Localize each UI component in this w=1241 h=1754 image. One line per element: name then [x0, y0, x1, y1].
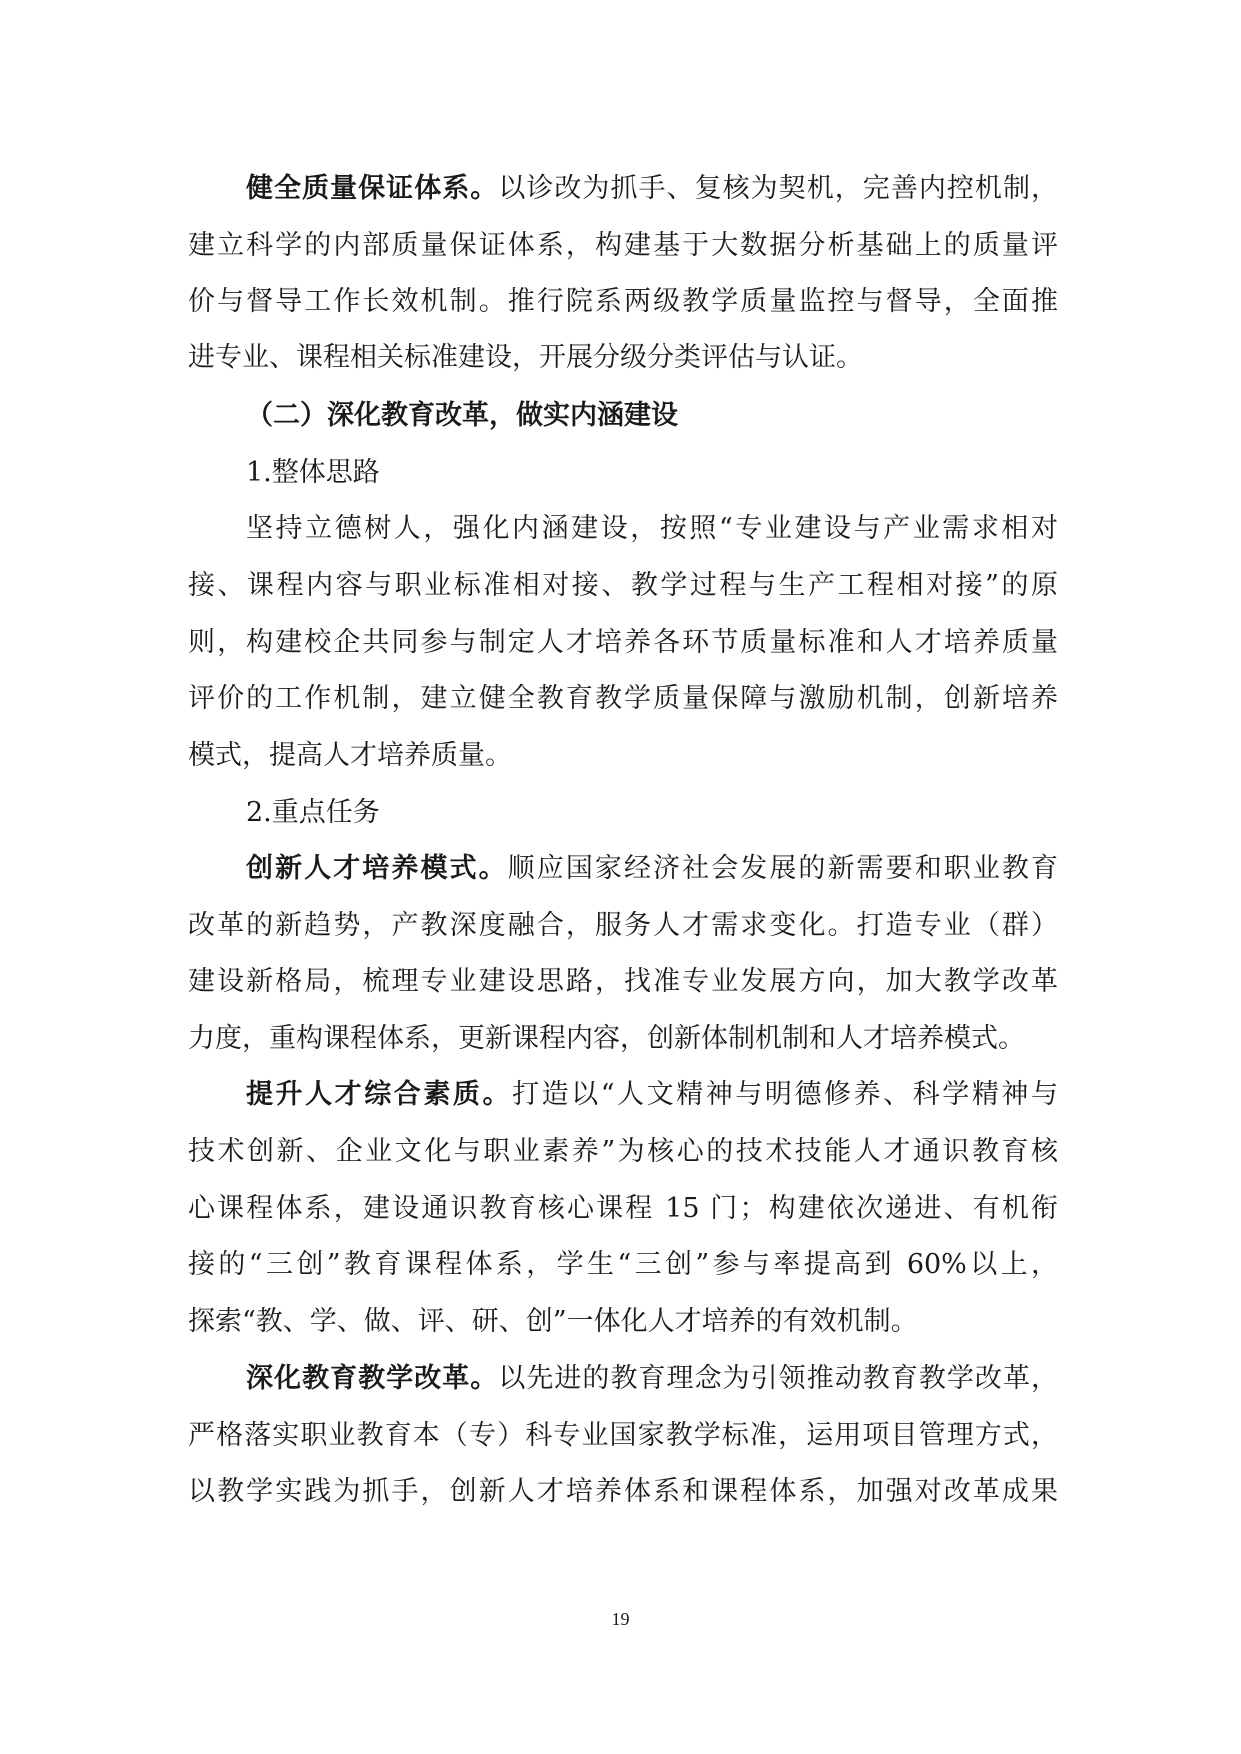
- para4-line5: 探索“教、学、做、评、研、创”一体化人才培养的有效机制。: [188, 1306, 918, 1337]
- section-heading: （二）深化教育改革，做实内涵建设: [246, 400, 678, 431]
- para5-line1: [246, 1359, 1058, 1399]
- para2-line5: 模式，提高人才培养质量。: [188, 740, 512, 771]
- para1-line1: [246, 169, 1058, 209]
- para3-line4: 力度，重构课程体系，更新课程内容，创新体制机制和人才培养模式。: [188, 1023, 1025, 1054]
- para2-line2: 接、课程内容与职业标准相对接、教学过程与生产工程相对接”的原: [188, 570, 1058, 601]
- para3-line1-text: 顺应国家经济社会发展的新需要和职业教育: [507, 853, 1058, 884]
- para5-line1-text: 以先进的教育理念为引领推动教育教学改革，: [498, 1363, 1058, 1394]
- para2-line1: 坚持立德树人，强化内涵建设，按照“专业建设与产业需求相对: [246, 513, 1058, 544]
- para4-line1-text: 打造以“人文精神与明德修养、科学精神与: [512, 1079, 1058, 1110]
- para1-line4: 进专业、课程相关标准建设，开展分级分类评估与认证。: [188, 342, 863, 373]
- para2-line3: 则，构建校企共同参与制定人才培养各环节质量标准和人才培养质量: [188, 627, 1058, 658]
- para4-line4: 接的“三创”教育课程体系，学生“三创”参与率提高到 60%以上，: [188, 1249, 1058, 1280]
- para4-lead: 提升人才综合素质。: [246, 1079, 513, 1110]
- para1-line1-text: 以诊改为抓手、复核为契机，完善内控机制，: [498, 173, 1058, 204]
- para3-line3: 建设新格局，梳理专业建设思路，找准专业发展方向，加大教学改革: [188, 966, 1058, 997]
- para5-line3: 以教学实践为抓手，创新人才培养体系和课程体系，加强对改革成果: [188, 1476, 1058, 1507]
- subsection-heading-2: 2.重点任务: [246, 797, 380, 828]
- para3-lead: 创新人才培养模式。: [246, 853, 508, 884]
- para5-line2: 严格落实职业教育本（专）科专业国家教学标准，运用项目管理方式，: [188, 1420, 1058, 1451]
- para4-line2: 技术创新、企业文化与职业素养”为核心的技术技能人才通识教育核: [188, 1136, 1058, 1167]
- para1-lead: 健全质量保证体系。: [246, 173, 499, 204]
- para3-line1: [246, 849, 1058, 889]
- para4-line3: 心课程体系，建设通识教育核心课程 15 门；构建依次递进、有机衔: [188, 1193, 1058, 1224]
- para5-lead: 深化教育教学改革。: [246, 1363, 499, 1394]
- para2-line4: 评价的工作机制，建立健全教育教学质量保障与激励机制，创新培养: [188, 683, 1058, 714]
- para3-line2: 改革的新趋势，产教深度融合，服务人才需求变化。打造专业（群）: [188, 910, 1058, 941]
- para4-line1: [246, 1075, 1058, 1115]
- para1-line2: 建立科学的内部质量保证体系，构建基于大数据分析基础上的质量评: [188, 230, 1058, 261]
- page-number: 19: [611, 1609, 630, 1629]
- subsection-heading-1: 1.整体思路: [246, 457, 380, 488]
- para1-line3: 价与督导工作长效机制。推行院系两级教学质量监控与督导，全面推: [188, 286, 1058, 317]
